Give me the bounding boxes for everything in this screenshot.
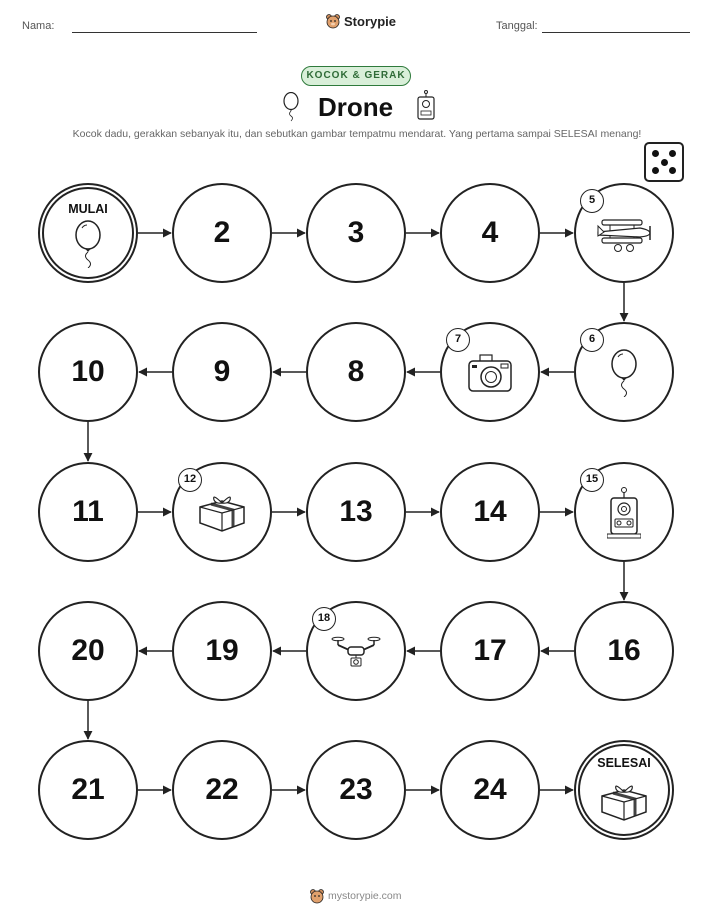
space-number: 20 xyxy=(71,634,105,667)
board-space-16 xyxy=(574,601,674,701)
instructions: Kocok dadu, gerakkan sebanyak itu, dan sebutkan gambar tempatmu mendarat. Yang pertama sampai SELESAI menang! xyxy=(72,128,642,140)
category-tag: KOCOK & GERAK xyxy=(301,66,411,86)
camera-icon xyxy=(466,352,514,399)
space-number: 2 xyxy=(213,216,231,249)
space-number: 17 xyxy=(473,634,507,667)
robot-icon xyxy=(607,486,641,545)
board-space-13 xyxy=(306,462,406,562)
airplane-icon xyxy=(596,214,652,259)
board-space-11 xyxy=(38,462,138,562)
brand-name: Storypie xyxy=(344,13,397,29)
board-space-7 xyxy=(440,322,540,422)
board-space-12 xyxy=(172,462,272,562)
balloon-icon xyxy=(73,220,103,273)
space-number: 4 xyxy=(481,216,499,249)
board-space-5 xyxy=(574,183,674,283)
board-space-2 xyxy=(172,183,272,283)
space-number: 14 xyxy=(473,495,507,528)
start-space xyxy=(38,183,138,283)
space-number: 3 xyxy=(347,216,365,249)
board-space-19 xyxy=(172,601,272,701)
start-label: MULAI xyxy=(68,202,108,216)
balloon-icon xyxy=(609,349,639,402)
space-number: 22 xyxy=(205,773,239,806)
finish-label: SELESAI xyxy=(597,756,651,770)
space-number: 8 xyxy=(347,355,365,388)
page-title: Drone xyxy=(318,92,394,122)
space-number: 13 xyxy=(339,495,373,528)
space-number-badge: 12 xyxy=(178,468,202,492)
drone-icon xyxy=(331,634,381,675)
board-space-18 xyxy=(306,601,406,701)
space-number: 19 xyxy=(205,634,239,667)
board-space-24 xyxy=(440,740,540,840)
space-number-badge: 18 xyxy=(312,607,336,631)
space-number: 9 xyxy=(213,355,231,388)
board-space-6 xyxy=(574,322,674,422)
gift-icon xyxy=(196,491,248,540)
board-space-20 xyxy=(38,601,138,701)
gift-icon xyxy=(598,780,650,829)
space-number-badge: 15 xyxy=(580,468,604,492)
space-number: 16 xyxy=(607,634,641,667)
space-number: 10 xyxy=(71,355,105,388)
footer xyxy=(309,888,402,904)
board-space-17 xyxy=(440,601,540,701)
footer-url: mystorypie.com xyxy=(328,890,402,902)
date-label: Tanggal: xyxy=(496,20,538,32)
space-number-badge: 7 xyxy=(446,328,470,352)
bear-logo-icon xyxy=(309,888,325,904)
space-number: 24 xyxy=(473,773,507,806)
board-space-22 xyxy=(172,740,272,840)
space-number: 21 xyxy=(71,773,105,806)
board-space-3 xyxy=(306,183,406,283)
board-space-4 xyxy=(440,183,540,283)
board-space-9 xyxy=(172,322,272,422)
name-label: Nama: xyxy=(22,20,55,32)
space-number: 11 xyxy=(72,495,104,528)
space-number-badge: 5 xyxy=(580,189,604,213)
finish-space xyxy=(574,740,674,840)
board-space-14 xyxy=(440,462,540,562)
space-number: 23 xyxy=(339,773,373,806)
space-number-badge: 6 xyxy=(580,328,604,352)
board-space-15 xyxy=(574,462,674,562)
board-space-10 xyxy=(38,322,138,422)
board-space-23 xyxy=(306,740,406,840)
board-space-8 xyxy=(306,322,406,422)
board-space-21 xyxy=(38,740,138,840)
